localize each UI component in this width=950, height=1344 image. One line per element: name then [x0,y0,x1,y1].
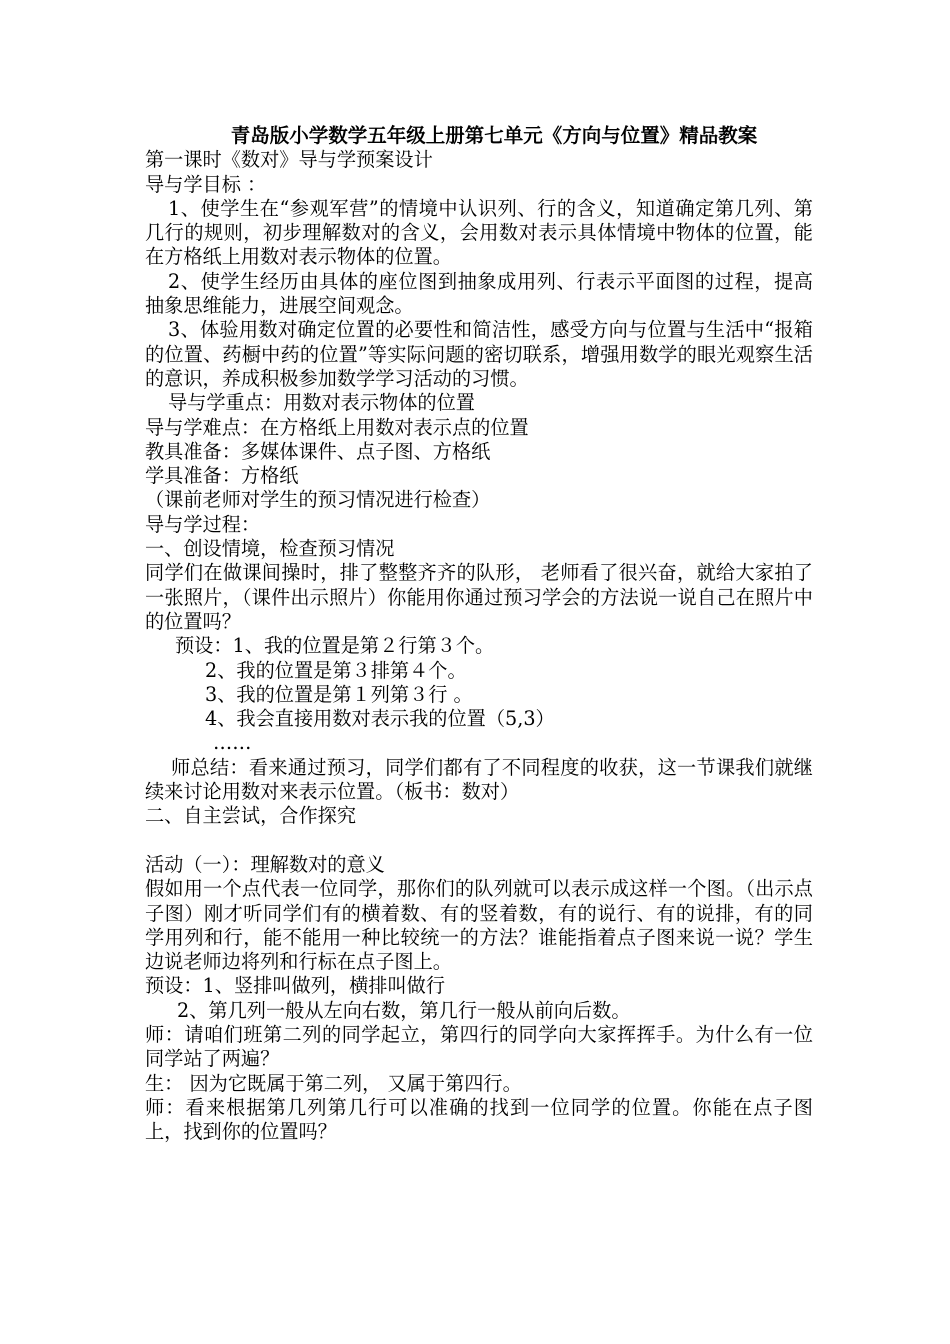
preview-check-note: （课前老师对学生的预习情况进行检查） [145,488,491,512]
teaching-aids: 教具准备：多媒体课件、点子图、方格纸 [145,439,491,463]
learning-aids: 学具准备：方格纸 [145,464,299,488]
preset-4: 4、我会直接用数对表示我的位置（5,3） [205,707,555,731]
document-title: 青岛版小学数学五年级上册第七单元《方向与位置》精品教案 [230,124,758,147]
blank-line [145,829,813,853]
objective-3: 3、体验用数对确定位置的必要性和简洁性，感受方向与位置与生活中“报箱的位置、药橱中药的位置”等实际问题的密切联系，增强用数学的眼光观察生活的意识，养成积极参加数学学习活动的习惯。 [145,318,813,390]
preset-3: 3、我的位置是第１列第３行 。 [205,682,473,706]
process-heading: 导与学过程： [145,512,261,536]
teacher-summary: 师总结：看来通过预习，同学们都有了不同程度的收获，这一节课我们就继续来讨论用数对来表示位置。（板书：数对） [145,755,813,804]
key-point: 导与学重点：用数对表示物体的位置 [168,391,475,415]
section-1-intro: 同学们在做课间操时，排了整整齐齐的队形， 老师看了很兴奋，就给大家拍了一张照片，（课件出示照片）你能用你通过预习学会的方法说一说自己在照片中的位置吗？ [145,561,813,633]
activity-1-intro: 假如用一个点代表一位同学，那你们的队列就可以表示成这样一个图。（出示点子图）刚才听同学们有的横着数、有的竖着数，有的说行、有的说排，有的同学用列和行，能不能用一种比较统一的方法？谁能指着点子图来说一说？学生边说老师边将列和行标在点子图上。 [145,877,813,974]
objectives-heading: 导与学目标 ： [145,172,267,196]
section-2-heading: 二、自主尝试，合作探究 [145,804,357,828]
preset-2: 2、我的位置是第３排第４个。 [205,658,467,682]
difficult-point: 导与学难点：在方格纸上用数对表示点的位置 [145,415,529,439]
ellipsis: …… [213,731,252,755]
teacher-question: 师：请咱们班第二列的同学起立，第四行的同学向大家挥挥手。为什么有一位同学站了两遍？ [145,1022,813,1071]
preset-counting: 2、第几列一般从左向右数，第几行一般从前向后数。 [177,998,631,1022]
objective-2: 2、使学生经历由具体的座位图到抽象成用列、行表示平面图的过程，提高抽象思维能力，进展空间观念。 [145,269,813,318]
activity-1-heading: 活动（一）：理解数对的意义 [145,852,385,876]
teacher-followup: 师：看来根据第几列第几行可以准确的找到一位同学的位置。你能在点子图上，找到你的位置吗？ [145,1095,813,1144]
objective-1: 1、使学生在“参观军营”的情境中认识列、行的含义，知道确定第几列、第几行的规则，初步理解数对的含义，会用数对表示具体情境中物体的位置，能在方格纸上用数对表示物体的位置。 [145,196,813,269]
section-1-heading: 一、创设情境，检查预习情况 [145,537,395,561]
preset-column-row: 预设：1、竖排叫做列，横排叫做行 [145,974,446,998]
document-body [145,124,813,1144]
student-answer: 生： 因为它既属于第二列， 又属于第四行。 [145,1071,522,1095]
lesson-heading: 第一课时《数对》导与学预案设计 [145,148,433,172]
preset-1: 预设：1、我的位置是第２行第３个。 [175,634,495,658]
